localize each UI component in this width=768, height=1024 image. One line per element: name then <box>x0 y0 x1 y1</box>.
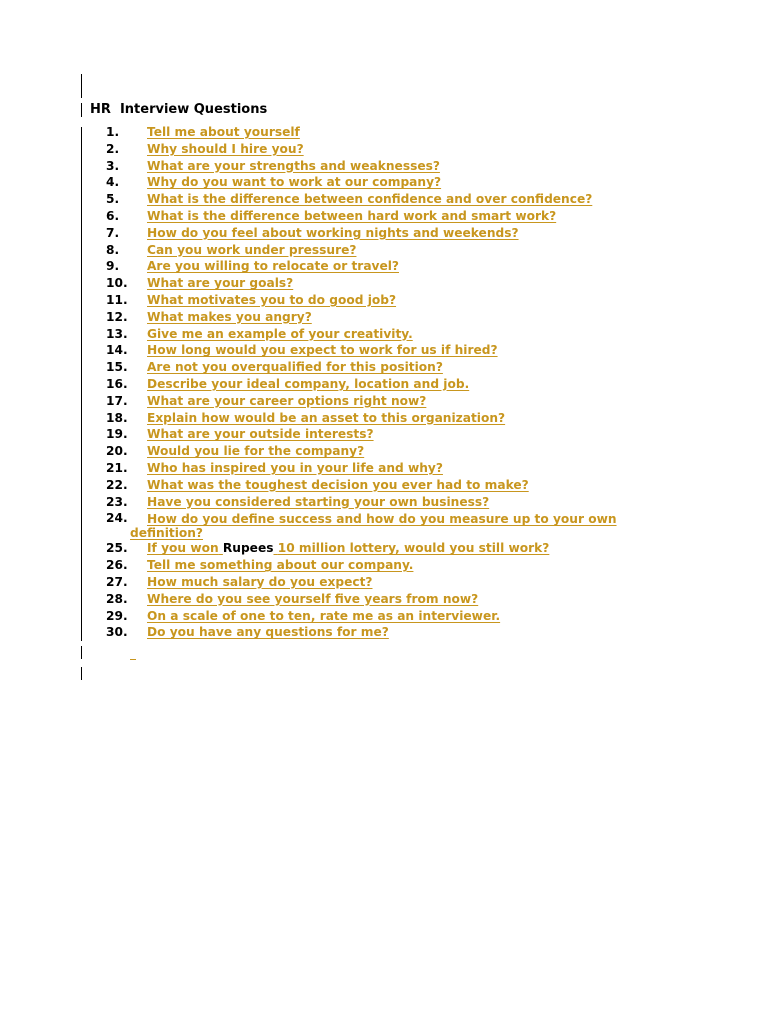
question-item-1 <box>0 124 768 141</box>
question-number: 11. <box>106 292 128 307</box>
question-link-18[interactable]: Explain how would be an asset to this organization? <box>147 410 506 425</box>
question-link-13[interactable]: Give me an example of your creativity. <box>147 326 413 341</box>
question-link-26[interactable]: Tell me something about our company. <box>147 558 414 573</box>
question-item-20 <box>0 443 768 460</box>
question-list <box>0 124 768 641</box>
question-link-9[interactable]: Are you willing to relocate or travel? <box>147 259 399 274</box>
margin-bar-top <box>81 74 82 98</box>
question-item-22 <box>0 477 768 494</box>
question-link-2[interactable]: Why should I hire you? <box>147 141 304 156</box>
question-number: 14. <box>106 343 128 358</box>
question-number: 23. <box>106 494 128 509</box>
trailing-link-underline <box>130 651 136 660</box>
question-number: 6. <box>106 208 120 223</box>
question-link-8[interactable]: Can you work under pressure? <box>147 242 357 257</box>
question-number: 25. <box>106 541 128 556</box>
margin-bar-title <box>81 103 82 117</box>
question-item-17 <box>0 393 768 410</box>
question-number: 30. <box>106 625 128 640</box>
question-link-28[interactable]: Where do you see yourself five years from now? <box>147 591 479 606</box>
question-link-25b[interactable]: 10 million lottery, would you still work? <box>277 541 550 556</box>
question-number: 18. <box>106 410 128 425</box>
question-item-24 <box>0 510 768 540</box>
question-link-12[interactable]: What makes you angry? <box>147 309 312 324</box>
question-link-5[interactable]: What is the difference between confidence and over confidence? <box>147 192 593 207</box>
question-number: 12. <box>106 309 128 324</box>
question-number: 4. <box>106 175 120 190</box>
question-link-14[interactable]: How long would you expect to work for us if hired? <box>147 343 498 358</box>
question-item-12 <box>0 309 768 326</box>
question-text-25 <box>147 540 658 557</box>
question-number: 17. <box>106 393 128 408</box>
question-number: 19. <box>106 427 128 442</box>
question-item-21 <box>0 460 768 477</box>
question-link-17[interactable]: What are your career options right now? <box>147 393 427 408</box>
question-item-4 <box>0 174 768 191</box>
question-link-19[interactable]: What are your outside interests? <box>147 427 374 442</box>
question-number: 15. <box>106 360 128 375</box>
question-number: 2. <box>106 141 120 156</box>
question-link-1[interactable]: Tell me about yourself <box>147 125 300 139</box>
question-item-18 <box>0 410 768 427</box>
margin-bar-trail-2 <box>81 667 82 680</box>
question-link-7[interactable]: How do you feel about working nights and weekends? <box>147 225 519 240</box>
question-item-15 <box>0 359 768 376</box>
question-item-7 <box>0 225 768 242</box>
question-link-30[interactable]: Do you have any questions for me? <box>147 625 389 640</box>
question-number: 9. <box>106 259 120 274</box>
question-number: 28. <box>106 591 128 606</box>
question-item-16 <box>0 376 768 393</box>
question-link-23[interactable]: Have you considered starting your own business? <box>147 494 490 509</box>
question-link-4[interactable]: Why do you want to work at our company? <box>147 175 442 190</box>
question-link-3[interactable]: What are your strengths and weaknesses? <box>147 158 440 173</box>
question-item-28 <box>0 591 768 608</box>
question-number: 16. <box>106 376 128 391</box>
question-item-19 <box>0 426 768 443</box>
question-link-20[interactable]: Would you lie for the company? <box>147 444 365 459</box>
question-item-11 <box>0 292 768 309</box>
question-item-3 <box>0 158 768 175</box>
question-link-29[interactable]: On a scale of one to ten, rate me as an interviewer. <box>147 608 501 623</box>
question-item-10 <box>0 275 768 292</box>
question-link-10[interactable]: What are your goals? <box>147 276 294 291</box>
question-item-26 <box>0 557 768 574</box>
question-link-16[interactable]: Describe your ideal company, location and job. <box>147 376 470 391</box>
question-number: 26. <box>106 558 128 573</box>
margin-bar-trail-1 <box>81 646 82 659</box>
question-number: 7. <box>106 225 120 240</box>
question-link-21[interactable]: Who has inspired you in your life and why? <box>147 460 443 475</box>
question-number: 5. <box>106 192 120 207</box>
question-link-22[interactable]: What was the toughest decision you ever had to make? <box>147 477 529 492</box>
question-item-14 <box>0 342 768 359</box>
question-item-23 <box>0 494 768 511</box>
question-item-2 <box>0 141 768 158</box>
question-number: 13. <box>106 326 128 341</box>
question-number: 22. <box>106 477 128 492</box>
question-link-15[interactable]: Are not you overqualified for this position? <box>147 360 443 375</box>
question-link-6[interactable]: What is the difference between hard work and smart work? <box>147 208 557 223</box>
question-item-6 <box>0 208 768 225</box>
question-number: 24. <box>106 511 128 526</box>
question-item-9 <box>0 258 768 275</box>
question-item-13 <box>0 326 768 343</box>
question-number: 21. <box>106 460 128 475</box>
question-item-8 <box>0 242 768 259</box>
question-link-27[interactable]: How much salary do you expect? <box>147 574 373 589</box>
question-link-24[interactable]: How do you define success and how do you measure up to your own definition? <box>130 512 617 541</box>
question-link-11[interactable]: What motivates you to do good job? <box>147 292 397 307</box>
question-number: 20. <box>106 444 128 459</box>
question-number: 27. <box>106 574 128 589</box>
question-number: 8. <box>106 242 120 257</box>
question-number: 1. <box>106 125 120 139</box>
question-item-5 <box>0 191 768 208</box>
question-number: 10. <box>106 276 128 291</box>
question-item-25 <box>0 540 768 557</box>
question-link-25a[interactable]: If you won <box>147 541 219 556</box>
question-number: 3. <box>106 158 120 173</box>
question-item-30 <box>0 624 768 641</box>
question-number: 29. <box>106 608 128 623</box>
question-item-29 <box>0 608 768 625</box>
question-item-27 <box>0 574 768 591</box>
question-plain-word: Rupees <box>222 541 274 556</box>
page-title: HR Interview Questions <box>90 102 268 117</box>
